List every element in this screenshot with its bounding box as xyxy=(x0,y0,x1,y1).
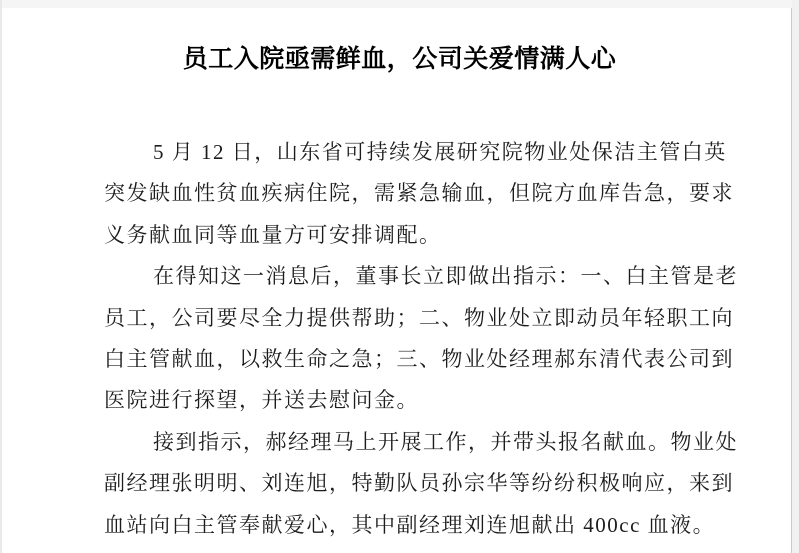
text-line: 接到指示，郝经理马上开展工作，并带头报名献血。物业处 xyxy=(153,429,738,454)
text-line: 员工，公司要尽全力提供帮助；二、物业处立即动员年轻职工向 xyxy=(104,305,734,330)
text-line: 5 月 12 日，山东省可持续发展研究院物业处保洁主管白英 xyxy=(153,140,727,164)
text-line: 白主管献血，以救生命之急；三、物业处经理郝东清代表公司到 xyxy=(104,346,734,371)
text-line: 义务献血同等血量方可安排调配。 xyxy=(104,222,442,247)
app-background-right xyxy=(792,0,799,553)
paragraph xyxy=(104,132,734,256)
document-title: 员工入院亟需鲜血，公司关爱情满人心 xyxy=(182,45,617,73)
text-line: 在得知这一消息后，董事长立即做出指示：一、白主管是老 xyxy=(153,264,738,289)
text-line: 医院进行探望，并送去慰问金。 xyxy=(104,388,419,413)
text-line: 突发缺血性贫血疾病住院，需紧急输血，但院方血库告急，要求 xyxy=(104,181,734,206)
document-body xyxy=(104,132,738,546)
paragraph xyxy=(104,256,738,422)
text-line: 副经理张明明、刘连旭，特勤队员孙宗华等纷纷积极响应，来到 xyxy=(104,471,734,496)
paragraph xyxy=(104,422,738,546)
text-line: 血站向白主管奉献爱心，其中副经理刘连旭献出 400cc 血液。 xyxy=(104,512,716,537)
